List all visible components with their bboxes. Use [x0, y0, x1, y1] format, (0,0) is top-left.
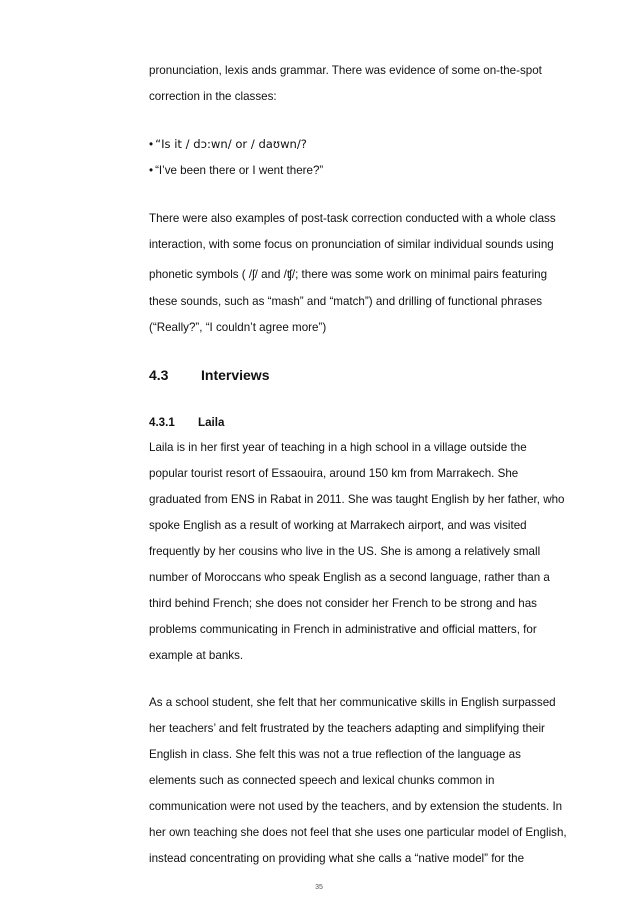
bullet-text: “Is it / dɔ:wn/ or / daʊwn/? — [155, 137, 307, 151]
paragraph-line: correction in the classes: — [149, 90, 277, 103]
section-title: Interviews — [201, 367, 270, 383]
paragraph-line: spoke English as a result of working at Marrakech airport, and was visited — [149, 519, 527, 532]
subsection-title: Laila — [198, 416, 225, 429]
subsection-number: 4.3.1 — [149, 416, 175, 429]
paragraph-line: graduated from ENS in Rabat in 2011. She was taught English by her father, who — [149, 493, 565, 506]
paragraph-line: English in class. She felt this was not a true reflection of the language as — [149, 748, 521, 761]
paragraph-line: elements such as connected speech and lexical chunks common in — [149, 774, 495, 787]
paragraph-line: these sounds, such as “mash” and “match”) and drilling of functional phrases — [149, 295, 543, 308]
paragraph-line: Laila is in her first year of teaching in a high school in a village outside the — [149, 441, 527, 454]
paragraph-line: her own teaching she does not feel that she uses one particular model of English, — [149, 826, 567, 839]
bullet-text: “I’ve been there or I went there?” — [155, 164, 324, 177]
paragraph-line: problems communicating in French in administrative and official matters, for — [149, 623, 537, 636]
paragraph-line: phonetic symbols ( /ʃ/ and /ʧ/; there was some work on minimal pairs featuring — [149, 268, 548, 281]
paragraph-line: example at banks. — [149, 649, 244, 662]
section-heading — [149, 366, 270, 384]
paragraph-line: (“Really?”, “I couldn’t agree more”) — [149, 321, 327, 334]
bullet-item — [149, 164, 323, 178]
paragraph-line: number of Moroccans who speak English as a second language, rather than a — [149, 571, 550, 584]
paragraph-line: interaction, with some focus on pronunciation of similar individual sounds using — [149, 238, 554, 251]
paragraph-line: frequently by her cousins who live in the US. She is among a relatively small — [149, 545, 541, 558]
paragraph-line: pronunciation, lexis ands grammar. There was evidence of some on-the-spot — [149, 64, 542, 77]
bullet-marker: • — [149, 164, 154, 177]
paragraph-line: third behind French; she does not consider her French to be strong and has — [149, 597, 537, 610]
paragraph-line: As a school student, she felt that her communicative skills in English surpassed — [149, 696, 556, 709]
paragraph-line: communication were not used by the teachers, and by extension the students. In — [149, 800, 563, 813]
paragraph-line: her teachers’ and felt frustrated by the teachers adapting and simplifying their — [149, 722, 545, 735]
page-number: 35 — [315, 884, 323, 891]
bullet-marker: • — [149, 138, 154, 151]
subsection-heading — [149, 416, 225, 430]
bullet-item — [149, 137, 307, 152]
paragraph-line: There were also examples of post-task correction conducted with a whole class — [149, 212, 556, 225]
paragraph-line: popular tourist resort of Essaouira, around 150 km from Marrakech. She — [149, 467, 519, 480]
paragraph-line: instead concentrating on providing what she calls a “native model” for the — [149, 852, 525, 865]
section-number: 4.3 — [149, 367, 169, 383]
